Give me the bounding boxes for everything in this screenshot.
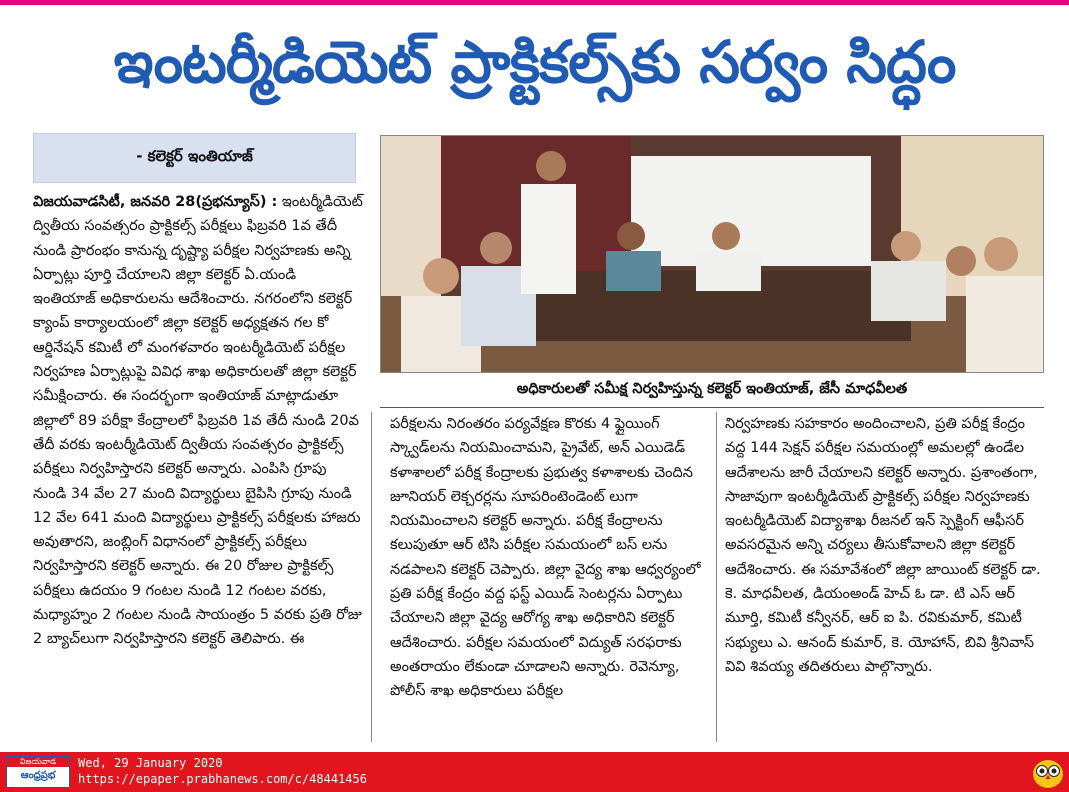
byline-text: - కలెక్టర్ ఇంతియాజ్ [136, 147, 253, 165]
article-column-1 [33, 190, 363, 652]
article-column-2 [390, 412, 708, 704]
article-column-3 [725, 412, 1045, 679]
column-3-body: నిర్వహణకు సహకారం అందించాలని, ప్రతి పరీక్ష కేంద్రం వద్ద 144 సెక్షన్ పరీక్షల సమయంల్లో అమలల్లో ఉండేల ఆదేశాలను జారీ చేయాలని కలెక్టర్ అన్నారు. ప్రశాంతంగా, సాజావుగా ఇంటర్మీడియెట్ ప్రాక్టికల్స్ పరీక్షల నిర్వహణకు ఇంటర్మీడియెట్ విద్యాశాఖ రీజనల్ ఇన్ స్పెక్టింగ్ ఆఫీసర్ అవసరమైన అన్ని చర్యలు తీసుకోవాలని జిల్లా కలెక్టర్ ఆదేశించారు. ఈ సమావేశంలో జిల్లా జాయింట్ కలెక్టర్ డా. కె. మాధవీలత, డియంఅండ్ హెచ్ ఓ డా. టి ఎస్ ఆర్ మూర్తి, కమిటీ కన్వీనర్, ఆర్ ఐ పి. రవికుమార్, కమిటీ సభ్యులు ఎ. ఆనంద్ కుమార్, కె. యోహాన్, బివి శ్రీనివాస్ వివి శివయ్య తదితరులు పాల్గొన్నారు. [725, 416, 1041, 675]
article-headline: ఇంటర్మీడియెట్ ప్రాక్టికల్స్‌కు సర్వం సిద్ధం [113, 28, 956, 96]
byline-box [33, 133, 356, 183]
news-photo [380, 135, 1044, 373]
logo-brand: ఆంధ్రప్రభ [20, 770, 56, 781]
footer-url[interactable]: https://epaper.prabhanews.com/c/48441456 [78, 772, 367, 786]
column-1-body: ఇంటర్మీడియెట్ ద్వితీయ సంవత్సరం ప్రాక్టికల్స్ పరీక్షలు ఫిబ్రవరి 1వ తేదీ నుండి ప్రారంభం కానున్న దృష్ట్యా పరీక్షల నిర్వహణకు అన్ని ఏర్పాట్లు పూర్తి చేయాలని జిల్లా కలెక్టర్ ఏ.యండి ఇంతియాజ్ అధికారులను ఆదేశించారు. నగరంలోని కలెక్టర్ క్యాంప్ కార్యాలయంలో జిల్లా కలెక్టర్ అధ్యక్షతన గల కో ఆర్డినేషన్ కమిటీ లో మంగళవారం ఇంటర్మీడియెట్ పరీక్షల నిర్వహణ ఏర్పాట్లుపై వివిధ శాఖ అధికారులతో జిల్లా కలెక్టర్ సమీక్షించారు. ఈ సందర్భంగా ఇంతియాజ్ మాట్లాడుతూ జిల్లాలో 89 పరీక్షా కేంద్రాలలో ఫిబ్రవరి 1వ తేదీ నుండి 20వ తేదీ వరకు ఇంటర్మీడియెట్ ద్వితీయ సంవత్సరం ప్రాక్టికల్స్ పరీక్షలు నిర్వహిస్తారని కలెక్టర్ అన్నారు. ఎంపిసి గ్రూపు నుండి 34 వేల 27 మంది విద్యార్థులు బైపిసి గ్రూపు నుండి 12 వేల 641 మంది విద్యార్థులు ప్రాక్టికల్స్ పరీక్షలకు హాజరు అవుతారని, జంబ్లింగ్ విధానంలో ప్రాక్టికల్స్ పరీక్షలు నిర్వహిస్తారని కలెక్టర్ అన్నారు. ఈ 20 రోజుల ప్రాక్టికల్స్ పరీక్షలు ఉదయం 9 గంటల నుండి 12 గంటల వరకు, మధ్యాహ్నం 2 గంటల నుండి సాయంత్రం 5 వరకు ప్రతి రోజు 2 బ్యాచ్‌లుగా నిర్వహిస్తారని కలెక్టర్ తెలిపారు. ఈ [33, 194, 363, 648]
caption-divider [380, 407, 1044, 408]
column-2-body: పరీక్షలను నిరంతరం పర్యవేక్షణ కొరకు 4 ఫ్లైయింగ్ స్క్వాడ్‌లను నియమించామని, ప్రైవేట్, అన్ ఎయిడెడ్ కళాశాలలో పరీక్ష కేంద్రాలకు ప్రభుత్వ కళాశాలకు చెందిన జూనియర్ లెక్చరర్లను సూపరింటెండెంట్ లుగా నియమించాలని కలెక్టర్ అన్నారు. పరీక్ష కేంద్రాలను కలుపుతూ ఆర్ టిసి పరీక్షల సమయంలో బస్ లను నడపాలని కలెక్టర్ చెప్పారు. జిల్లా వైద్య శాఖ ఆధ్వర్యంలో ప్రతి పరీక్ష కేంద్రం వద్ద ఫస్ట్ ఎయిడ్ సెంటర్లను ఏర్పాటు చేయాలని జిల్లా వైద్య ఆరోగ్య శాఖ అధికారిని కలెక్టర్ ఆదేశించారు. పరీక్షల సమయంలో విద్యుత్ సరఫరాకు అంతరాయం లేకుండా చూడాలని అన్నారు. రెవెన్యూ, పోలీస్ శాఖ అధికారులు పరీక్షల [390, 416, 701, 700]
column-divider [371, 412, 372, 742]
photo-caption: అధికారులతో సమీక్ష నిర్వహిస్తున్న కలెక్టర్ ఇంతియాజ్, జేసీ మాధవీలత [516, 381, 908, 397]
dateline: విజయవాడసిటీ, జనవరి 28(ప్రభన్యూస్) : [33, 194, 278, 210]
footer-date: Wed, 29 January 2020 [78, 756, 223, 770]
meeting-photo-illustration [381, 136, 1044, 373]
newspaper-logo [6, 756, 70, 788]
top-accent-bar [0, 0, 1069, 5]
column-divider [716, 412, 717, 742]
logo-city: విజయవాడ [7, 757, 69, 767]
owl-mascot-icon [1031, 755, 1065, 789]
